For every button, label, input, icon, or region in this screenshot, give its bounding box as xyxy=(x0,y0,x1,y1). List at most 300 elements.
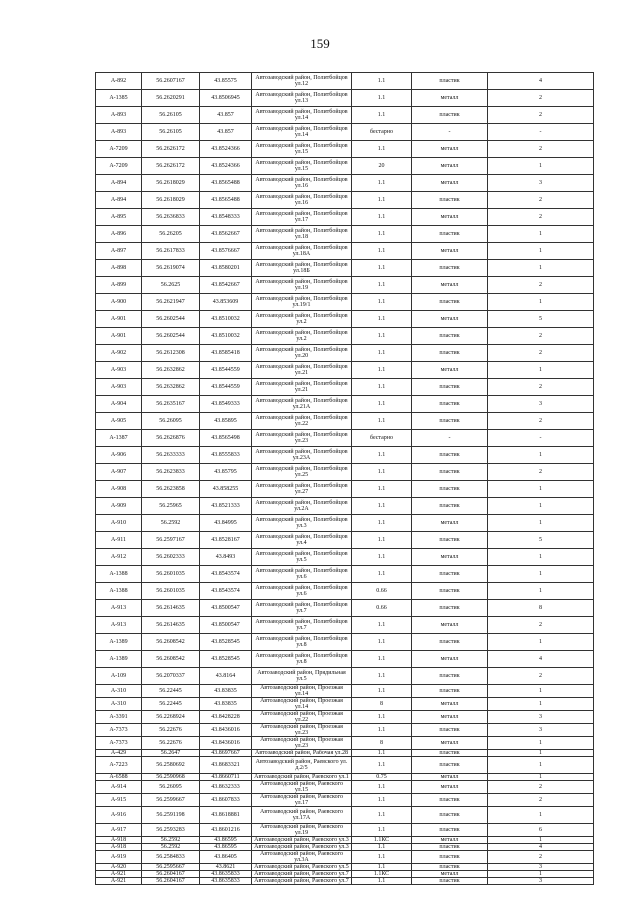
longitude-cell: 43.8521333 xyxy=(200,498,252,515)
latitude-cell: 56.2635167 xyxy=(142,396,200,413)
count-cell: 1 xyxy=(488,634,594,651)
volume-cell: 1.1 xyxy=(352,566,412,583)
site-id-cell: А-892 xyxy=(96,73,142,90)
site-id-cell: А-901 xyxy=(96,328,142,345)
volume-cell: 1.1 xyxy=(352,73,412,90)
volume-cell: 1.1 xyxy=(352,651,412,668)
site-id-cell: А-913 xyxy=(96,617,142,634)
volume-cell: 1.1 xyxy=(352,481,412,498)
longitude-cell: 43.857 xyxy=(200,124,252,141)
address-cell: Автозаводский район, Политбойцов ул.16 xyxy=(252,175,352,192)
volume-cell: 1.1 xyxy=(352,294,412,311)
site-id-cell: А-914 xyxy=(96,781,142,794)
address-cell: Автозаводский район, Политбойцов ул.7 xyxy=(252,617,352,634)
longitude-cell: 43.86595 xyxy=(200,844,252,851)
address-cell: Автозаводский район, Политбойцов ул.4 xyxy=(252,532,352,549)
site-id-cell: А-917 xyxy=(96,824,142,837)
address-cell: Автозаводский район, Раевского ул.7 xyxy=(252,878,352,885)
longitude-cell: 43.8565488 xyxy=(200,175,252,192)
volume-cell: 1.1 xyxy=(352,260,412,277)
count-cell: 8 xyxy=(488,600,594,617)
address-cell: Автозаводский район, Политбойцов ул.23А xyxy=(252,447,352,464)
latitude-cell: 56.2617833 xyxy=(142,243,200,260)
address-cell: Автозаводский район, Раевского ул.5 xyxy=(252,864,352,871)
material-cell: пластик xyxy=(412,481,488,498)
material-cell: пластик xyxy=(412,345,488,362)
address-cell: Автозаводский район, Политбойцов ул.13 xyxy=(252,90,352,107)
address-cell: Автозаводский район, Политбойцов ул.25 xyxy=(252,464,352,481)
table-row xyxy=(96,824,594,837)
volume-cell: 1.1 xyxy=(352,844,412,851)
latitude-cell: 56.26095 xyxy=(142,781,200,794)
address-cell: Автозаводский район, Политбойцов ул.7 xyxy=(252,600,352,617)
volume-cell: 1.1 xyxy=(352,685,412,698)
latitude-cell: 56.2614635 xyxy=(142,600,200,617)
site-id-cell: А-905 xyxy=(96,413,142,430)
latitude-cell: 56.2592 xyxy=(142,515,200,532)
count-cell: 1 xyxy=(488,737,594,750)
table-row xyxy=(96,757,594,774)
material-cell: металл xyxy=(412,549,488,566)
material-cell: пластик xyxy=(412,750,488,757)
latitude-cell: 56.2590968 xyxy=(142,774,200,781)
latitude-cell: 56.22676 xyxy=(142,724,200,737)
volume-cell: 0.66 xyxy=(352,600,412,617)
address-cell: Автозаводский район, Политбойцов ул.2 xyxy=(252,311,352,328)
material-cell: пластик xyxy=(412,413,488,430)
count-cell: 3 xyxy=(488,711,594,724)
volume-cell: 1.1 xyxy=(352,711,412,724)
volume-cell: 1.1 xyxy=(352,498,412,515)
volume-cell: 1.1 xyxy=(352,311,412,328)
longitude-cell: 43.8548333 xyxy=(200,209,252,226)
count-cell: 1 xyxy=(488,447,594,464)
site-id-cell: А-911 xyxy=(96,532,142,549)
volume-cell: 1.1 xyxy=(352,277,412,294)
address-cell: Автозаводский район, Политбойцов ул.2 xyxy=(252,328,352,345)
site-id-cell: А-906 xyxy=(96,447,142,464)
count-cell: 1 xyxy=(488,260,594,277)
longitude-cell: 43.8555833 xyxy=(200,447,252,464)
latitude-cell: 56.2604167 xyxy=(142,871,200,878)
longitude-cell: 43.8500547 xyxy=(200,617,252,634)
volume-cell: бестарно xyxy=(352,124,412,141)
count-cell: 1 xyxy=(488,837,594,844)
site-id-cell: А-901 xyxy=(96,311,142,328)
latitude-cell: 56.22445 xyxy=(142,685,200,698)
volume-cell: 1.1 xyxy=(352,878,412,885)
volume-cell: 1.1 xyxy=(352,724,412,737)
count-cell: 1 xyxy=(488,685,594,698)
material-cell: металл xyxy=(412,515,488,532)
site-id-cell: А-109 xyxy=(96,668,142,685)
site-id-cell: А-7209 xyxy=(96,158,142,175)
count-cell: 1 xyxy=(488,294,594,311)
material-cell: пластик xyxy=(412,864,488,871)
material-cell: пластик xyxy=(412,192,488,209)
table-row xyxy=(96,481,594,498)
count-cell: 1 xyxy=(488,774,594,781)
site-id-cell: А-7373 xyxy=(96,737,142,750)
count-cell: 2 xyxy=(488,345,594,362)
site-id-cell: А-896 xyxy=(96,226,142,243)
site-id-cell: А-903 xyxy=(96,362,142,379)
latitude-cell: 56.26095 xyxy=(142,413,200,430)
volume-cell: 1.1 xyxy=(352,447,412,464)
address-cell: Автозаводский район, Политбойцов ул.6 xyxy=(252,566,352,583)
material-cell: пластик xyxy=(412,757,488,774)
count-cell: - xyxy=(488,430,594,447)
address-cell: Автозаводский район, Рабочая ул.28 xyxy=(252,750,352,757)
latitude-cell: 56.2607167 xyxy=(142,73,200,90)
table-row xyxy=(96,668,594,685)
count-cell: 3 xyxy=(488,175,594,192)
site-id-cell: А-3391 xyxy=(96,711,142,724)
longitude-cell: 43.8528545 xyxy=(200,651,252,668)
longitude-cell: 43.8697667 xyxy=(200,750,252,757)
count-cell: 3 xyxy=(488,396,594,413)
table-row xyxy=(96,566,594,583)
material-cell: металл xyxy=(412,837,488,844)
table-row xyxy=(96,878,594,885)
material-cell: металл xyxy=(412,175,488,192)
material-cell: металл xyxy=(412,698,488,711)
count-cell: 1 xyxy=(488,807,594,824)
address-cell: Автозаводский район, Раевского ул.3 xyxy=(252,837,352,844)
table-row xyxy=(96,698,594,711)
site-id-cell: А-1389 xyxy=(96,634,142,651)
longitude-cell: 43.8562667 xyxy=(200,226,252,243)
table-row xyxy=(96,90,594,107)
address-cell: Автозаводский район, Прядильная ул.5 xyxy=(252,668,352,685)
site-id-cell: А-918 xyxy=(96,844,142,851)
address-cell: Автозаводский район, Политбойцов ул.3 xyxy=(252,515,352,532)
material-cell: пластик xyxy=(412,807,488,824)
material-cell: пластик xyxy=(412,668,488,685)
volume-cell: 8 xyxy=(352,737,412,750)
site-id-cell: А-1385 xyxy=(96,90,142,107)
material-cell: пластик xyxy=(412,294,488,311)
count-cell: 2 xyxy=(488,379,594,396)
material-cell: пластик xyxy=(412,328,488,345)
material-cell: пластик xyxy=(412,532,488,549)
address-cell: Автозаводский район, Проезжая ул.14 xyxy=(252,698,352,711)
page-number: 159 xyxy=(310,36,330,51)
count-cell: 1 xyxy=(488,757,594,774)
count-cell: 4 xyxy=(488,651,594,668)
material-cell: металл xyxy=(412,617,488,634)
address-cell: Автозаводский район, Проезжая ул.22 xyxy=(252,711,352,724)
longitude-cell: 43.8585418 xyxy=(200,345,252,362)
table-row xyxy=(96,158,594,175)
longitude-cell: 43.8542667 xyxy=(200,277,252,294)
table-row xyxy=(96,226,594,243)
site-id-cell: А-7373 xyxy=(96,724,142,737)
material-cell: металл xyxy=(412,651,488,668)
count-cell: 1 xyxy=(488,566,594,583)
site-id-cell: А-1389 xyxy=(96,651,142,668)
count-cell: 2 xyxy=(488,209,594,226)
material-cell: пластик xyxy=(412,566,488,583)
material-cell: пластик xyxy=(412,824,488,837)
latitude-cell: 56.2597167 xyxy=(142,532,200,549)
latitude-cell: 56.2602333 xyxy=(142,549,200,566)
material-cell: - xyxy=(412,124,488,141)
count-cell: 2 xyxy=(488,413,594,430)
latitude-cell: 56.2595667 xyxy=(142,864,200,871)
table-row xyxy=(96,277,594,294)
count-cell: 2 xyxy=(488,107,594,124)
material-cell: пластик xyxy=(412,379,488,396)
count-cell: 1 xyxy=(488,243,594,260)
address-cell: Автозаводский район, Раевского ул.7 xyxy=(252,871,352,878)
count-cell: 1 xyxy=(488,226,594,243)
address-cell: Автозаводский район, Раевского ул.1 xyxy=(252,774,352,781)
latitude-cell: 56.2592 xyxy=(142,837,200,844)
material-cell: металл xyxy=(412,774,488,781)
site-id-cell: А-918 xyxy=(96,837,142,844)
table-row xyxy=(96,260,594,277)
volume-cell: 1.1 xyxy=(352,243,412,260)
longitude-cell: 43.8576667 xyxy=(200,243,252,260)
address-cell: Автозаводский район, Раевского ул. д.2/5 xyxy=(252,757,352,774)
latitude-cell: 56.2625 xyxy=(142,277,200,294)
volume-cell: 1.1 xyxy=(352,175,412,192)
address-cell: Автозаводский район, Политбойцов ул.19 xyxy=(252,277,352,294)
latitude-cell: 56.2591198 xyxy=(142,807,200,824)
latitude-cell: 56.2618029 xyxy=(142,175,200,192)
longitude-cell: 43.8428228 xyxy=(200,711,252,724)
site-id-cell: А-6588 xyxy=(96,774,142,781)
address-cell: Автозаводский район, Политбойцов ул.23 xyxy=(252,430,352,447)
table-row xyxy=(96,864,594,871)
table-row xyxy=(96,396,594,413)
volume-cell: 1.1 xyxy=(352,413,412,430)
latitude-cell: 56.22445 xyxy=(142,698,200,711)
volume-cell: 1.1 xyxy=(352,328,412,345)
table-row xyxy=(96,844,594,851)
count-cell: 2 xyxy=(488,277,594,294)
site-id-cell: А-1387 xyxy=(96,430,142,447)
latitude-cell: 56.26105 xyxy=(142,107,200,124)
count-cell: 5 xyxy=(488,311,594,328)
longitude-cell: 43.83835 xyxy=(200,698,252,711)
address-cell: Автозаводский район, Политбойцов ул.6 xyxy=(252,583,352,600)
site-id-cell: А-900 xyxy=(96,294,142,311)
address-cell: Автозаводский район, Политбойцов ул.5 xyxy=(252,549,352,566)
latitude-cell: 56.2604167 xyxy=(142,878,200,885)
latitude-cell: 56.26105 xyxy=(142,124,200,141)
site-id-cell: А-921 xyxy=(96,871,142,878)
count-cell: 2 xyxy=(488,617,594,634)
site-id-cell: А-894 xyxy=(96,192,142,209)
longitude-cell: 43.85575 xyxy=(200,73,252,90)
address-cell: Автозаводский район, Политбойцов ул.12 xyxy=(252,73,352,90)
latitude-cell: 56.2608542 xyxy=(142,651,200,668)
material-cell: металл xyxy=(412,209,488,226)
latitude-cell: 56.2593283 xyxy=(142,824,200,837)
address-cell: Автозаводский район, Раевского ул.17 xyxy=(252,794,352,807)
table-row xyxy=(96,209,594,226)
table-row xyxy=(96,294,594,311)
count-cell: 1 xyxy=(488,698,594,711)
latitude-cell: 56.2626172 xyxy=(142,141,200,158)
table-row xyxy=(96,794,594,807)
site-id-cell: А-907 xyxy=(96,464,142,481)
count-cell: 1 xyxy=(488,750,594,757)
site-id-cell: А-897 xyxy=(96,243,142,260)
volume-cell: 1.1 xyxy=(352,209,412,226)
material-cell: пластик xyxy=(412,685,488,698)
volume-cell: 1.1КС xyxy=(352,837,412,844)
longitude-cell: 43.8621 xyxy=(200,864,252,871)
count-cell: 1 xyxy=(488,498,594,515)
volume-cell: 1.1 xyxy=(352,226,412,243)
volume-cell: 1.1 xyxy=(352,192,412,209)
longitude-cell: 43.86405 xyxy=(200,851,252,864)
material-cell: металл xyxy=(412,781,488,794)
table-row xyxy=(96,685,594,698)
count-cell: 2 xyxy=(488,464,594,481)
site-id-cell: А-310 xyxy=(96,685,142,698)
longitude-cell: 43.8436016 xyxy=(200,724,252,737)
table-row xyxy=(96,345,594,362)
latitude-cell: 56.2599667 xyxy=(142,794,200,807)
site-id-cell: А-895 xyxy=(96,209,142,226)
address-cell: Автозаводский район, Политбойцов ул.15 xyxy=(252,158,352,175)
table-row xyxy=(96,634,594,651)
material-cell: - xyxy=(412,430,488,447)
address-cell: Автозаводский район, Раевского ул.17А xyxy=(252,807,352,824)
longitude-cell: 43.8524366 xyxy=(200,158,252,175)
address-cell: Автозаводский район, Проезжая ул.23 xyxy=(252,724,352,737)
longitude-cell: 43.8543574 xyxy=(200,566,252,583)
latitude-cell: 56.2626876 xyxy=(142,430,200,447)
latitude-cell: 56.26205 xyxy=(142,226,200,243)
table-row xyxy=(96,617,594,634)
latitude-cell: 56.2632862 xyxy=(142,379,200,396)
site-id-cell: А-915 xyxy=(96,794,142,807)
count-cell: 2 xyxy=(488,90,594,107)
material-cell: пластик xyxy=(412,794,488,807)
site-id-cell: А-916 xyxy=(96,807,142,824)
count-cell: 4 xyxy=(488,844,594,851)
volume-cell: 1.1 xyxy=(352,634,412,651)
material-cell: пластик xyxy=(412,878,488,885)
volume-cell: 1.1 xyxy=(352,851,412,864)
address-cell: Автозаводский район, Политбойцов ул.18А xyxy=(252,243,352,260)
table-row xyxy=(96,871,594,878)
count-cell: 3 xyxy=(488,864,594,871)
volume-cell: 1.1 xyxy=(352,824,412,837)
table-row xyxy=(96,515,594,532)
longitude-cell: 43.8500547 xyxy=(200,600,252,617)
address-cell: Автозаводский район, Политбойцов ул.2А xyxy=(252,498,352,515)
longitude-cell: 43.8528167 xyxy=(200,532,252,549)
latitude-cell: 56.2647 xyxy=(142,750,200,757)
longitude-cell: 43.8549333 xyxy=(200,396,252,413)
latitude-cell: 56.2268924 xyxy=(142,711,200,724)
address-cell: Автозаводский район, Политбойцов ул.18 xyxy=(252,226,352,243)
latitude-cell: 56.2580692 xyxy=(142,757,200,774)
volume-cell: бестарно xyxy=(352,430,412,447)
material-cell: металл xyxy=(412,243,488,260)
address-cell: Автозаводский район, Раевского ул.15 xyxy=(252,781,352,794)
material-cell: пластик xyxy=(412,724,488,737)
latitude-cell: 56.2632862 xyxy=(142,362,200,379)
site-id-cell: А-921 xyxy=(96,878,142,885)
longitude-cell: 43.8683321 xyxy=(200,757,252,774)
table-row xyxy=(96,107,594,124)
longitude-cell: 43.8543574 xyxy=(200,583,252,600)
volume-cell: 1.1 xyxy=(352,379,412,396)
count-cell: 1 xyxy=(488,158,594,175)
address-cell: Автозаводский район, Политбойцов ул.17 xyxy=(252,209,352,226)
volume-cell: 1.1 xyxy=(352,362,412,379)
table-row xyxy=(96,362,594,379)
address-cell: Автозаводский район, Политбойцов ул.18Б xyxy=(252,260,352,277)
latitude-cell: 56.2601035 xyxy=(142,583,200,600)
table-row xyxy=(96,724,594,737)
table-row xyxy=(96,837,594,844)
volume-cell: 1.1 xyxy=(352,515,412,532)
address-cell: Автозаводский район, Политбойцов ул.21 xyxy=(252,379,352,396)
volume-cell: 0.75 xyxy=(352,774,412,781)
address-cell: Автозаводский район, Политбойцов ул.14 xyxy=(252,107,352,124)
site-id-cell: А-893 xyxy=(96,107,142,124)
table-row xyxy=(96,774,594,781)
address-cell: Автозаводский район, Политбойцов ул.21 xyxy=(252,362,352,379)
volume-cell: 20 xyxy=(352,158,412,175)
container-sites-table xyxy=(95,72,594,885)
material-cell: металл xyxy=(412,141,488,158)
material-cell: пластик xyxy=(412,226,488,243)
material-cell: пластик xyxy=(412,498,488,515)
material-cell: пластик xyxy=(412,583,488,600)
volume-cell: 1.1 xyxy=(352,781,412,794)
latitude-cell: 56.2584833 xyxy=(142,851,200,864)
table-row xyxy=(96,711,594,724)
volume-cell: 1.1 xyxy=(352,532,412,549)
site-id-cell: А-899 xyxy=(96,277,142,294)
longitude-cell: 43.853609 xyxy=(200,294,252,311)
latitude-cell: 56.2070337 xyxy=(142,668,200,685)
count-cell: 1 xyxy=(488,549,594,566)
material-cell: металл xyxy=(412,90,488,107)
material-cell: пластик xyxy=(412,851,488,864)
site-id-cell: А-903 xyxy=(96,379,142,396)
volume-cell: 0.66 xyxy=(352,583,412,600)
address-cell: Автозаводский район, Политбойцов ул.8 xyxy=(252,634,352,651)
address-cell: Автозаводский район, Политбойцов ул.15 xyxy=(252,141,352,158)
table-row xyxy=(96,243,594,260)
material-cell: металл xyxy=(412,277,488,294)
longitude-cell: 43.86595 xyxy=(200,837,252,844)
site-id-cell: А-310 xyxy=(96,698,142,711)
site-id-cell: А-904 xyxy=(96,396,142,413)
count-cell: - xyxy=(488,124,594,141)
longitude-cell: 43.8506945 xyxy=(200,90,252,107)
volume-cell: 1.1 xyxy=(352,141,412,158)
table-row xyxy=(96,328,594,345)
count-cell: 1 xyxy=(488,362,594,379)
material-cell: пластик xyxy=(412,464,488,481)
count-cell: 3 xyxy=(488,724,594,737)
count-cell: 2 xyxy=(488,668,594,685)
latitude-cell: 56.2614635 xyxy=(142,617,200,634)
longitude-cell: 43.85795 xyxy=(200,464,252,481)
table-row xyxy=(96,73,594,90)
